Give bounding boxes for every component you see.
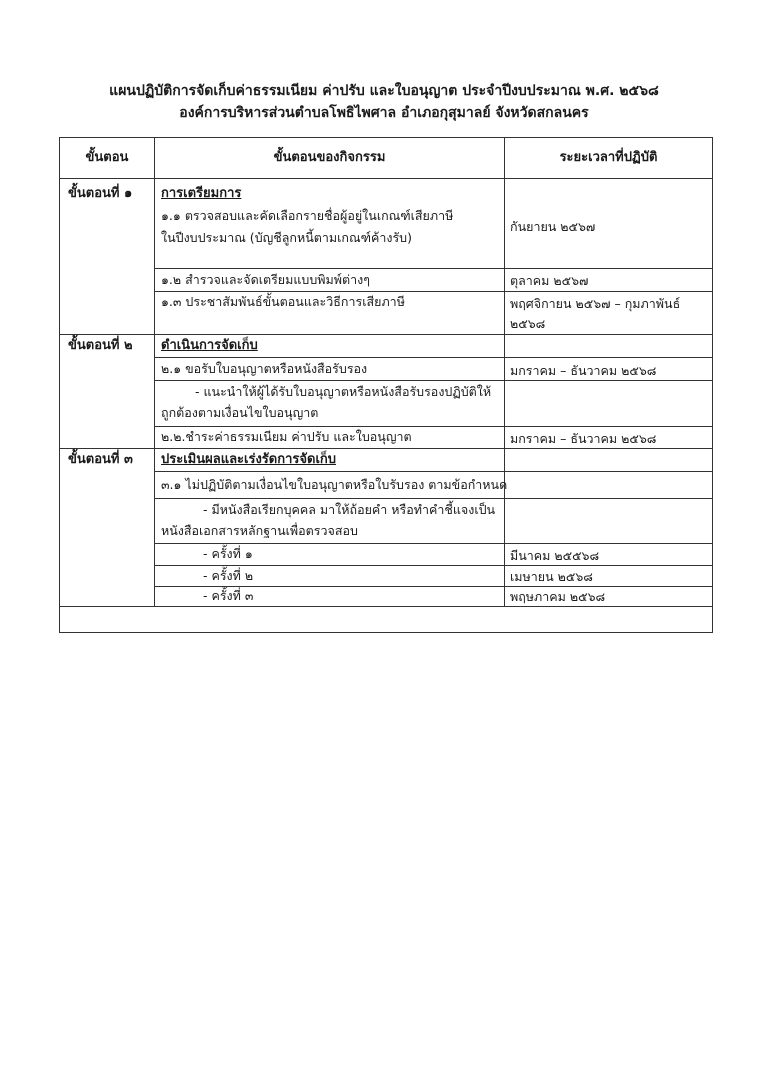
step-3-section: ประเมินผลและเร่งรัดการจัดเก็บ — [161, 452, 337, 467]
row-divider — [60, 606, 712, 607]
activity-2-2: ๒.๒.ชำระค่าธรรมเนียม ค่าปรับ และใบอนุญาต — [161, 429, 412, 444]
activity-1-1-line1: ๑.๑ ตรวจสอบและคัดเลือกรายชื่อผู้อยู่ในเกณฑ์เสียภาษี — [161, 208, 454, 223]
period-1-3-line2: ๒๕๖๘ — [510, 316, 546, 331]
column-divider — [504, 138, 505, 606]
row-divider — [60, 334, 712, 335]
period-1-1: กันยายน ๒๕๖๗ — [510, 219, 596, 234]
period-1-3-line1: พฤศจิกายน ๒๕๖๗ – กุมภาพันธ์ — [510, 296, 681, 311]
activity-3-1-note-line1: - มีหนังสือเรียกบุคคล มาให้ถ้อยคำ หรือทำคำชี้แจงเป็น — [203, 502, 496, 517]
step-3-label: ขั้นตอนที่ ๓ — [68, 452, 133, 467]
period-3-round-3: พฤษภาคม ๒๕๖๘ — [510, 589, 606, 604]
activity-2-1-note-line2: ถูกต้องตามเงื่อนไขใบอนุญาต — [161, 405, 319, 420]
activity-3-1-note-line2: หนังสือเอกสารหลักฐานเพื่อตรวจสอบ — [161, 523, 358, 538]
activity-1-1-line2: ในปีงบประมาณ (บัญชีลูกหนี้ตามเกณฑ์ค้างรับ) — [161, 230, 412, 245]
activity-3-round-1: - ครั้งที่ ๑ — [203, 546, 253, 561]
step-2-section: ดำเนินการจัดเก็บ — [161, 338, 258, 353]
activity-3-1: ๓.๑ ไม่ปฏิบัติตามเงื่อนไขใบอนุญาตหรือใบรับรอง ตามข้อกำหนด — [161, 477, 508, 492]
activity-2-1-note-line1: - แนะนำให้ผู้ได้รับใบอนุญาตหรือหนังสือรับรองปฏิบัติให้ — [195, 384, 492, 399]
step-2-label: ขั้นตอนที่ ๒ — [68, 338, 133, 353]
period-2-1: มกราคม – ธันวาคม ๒๕๖๘ — [510, 363, 657, 378]
header-step: ขั้นตอน — [85, 150, 129, 165]
activity-3-round-2: - ครั้งที่ ๒ — [203, 568, 254, 583]
row-divider — [154, 498, 712, 499]
activity-1-2: ๑.๒ สำรวจและจัดเตรียมแบบพิมพ์ต่างๆ — [161, 272, 370, 287]
row-divider — [154, 268, 712, 269]
step-1-section: การเตรียมการ — [161, 186, 242, 201]
activity-plan-table — [59, 137, 713, 633]
period-1-2: ตุลาคม ๒๕๖๗ — [510, 273, 589, 288]
period-3-round-1: มีนาคม ๒๕๕๖๘ — [510, 548, 600, 563]
activity-3-round-3: - ครั้งที่ ๓ — [203, 588, 254, 603]
step-1-label: ขั้นตอนที่ ๑ — [68, 186, 133, 201]
header-period: ระยะเวลาที่ปฏิบัติ — [559, 150, 658, 165]
period-3-round-2: เมษายน ๒๕๖๘ — [510, 569, 593, 584]
row-divider — [154, 357, 712, 358]
activity-2-1: ๒.๑ ขอรับใบอนุญาตหรือหนังสือรับรอง — [161, 361, 368, 376]
row-divider — [60, 178, 712, 179]
header-activity: ขั้นตอนของกิจกรรม — [273, 150, 386, 165]
period-2-2: มกราคม – ธันวาคม ๒๕๖๘ — [510, 431, 657, 446]
activity-1-3: ๑.๓ ประชาสัมพันธ์ขั้นตอนและวิธีการเสียภาษี — [161, 294, 405, 309]
column-divider — [154, 138, 155, 606]
row-divider — [154, 471, 712, 472]
document-subtitle: องค์การบริหารส่วนตำบลโพธิไพศาล อำเภอกุสุมาลย์ จังหวัดสกลนคร — [179, 105, 589, 121]
document-title: แผนปฏิบัติการจัดเก็บค่าธรรมเนียม ค่าปรับ และใบอนุญาต ประจำปีงบประมาณ พ.ศ. ๒๕๖๘ — [109, 83, 659, 99]
